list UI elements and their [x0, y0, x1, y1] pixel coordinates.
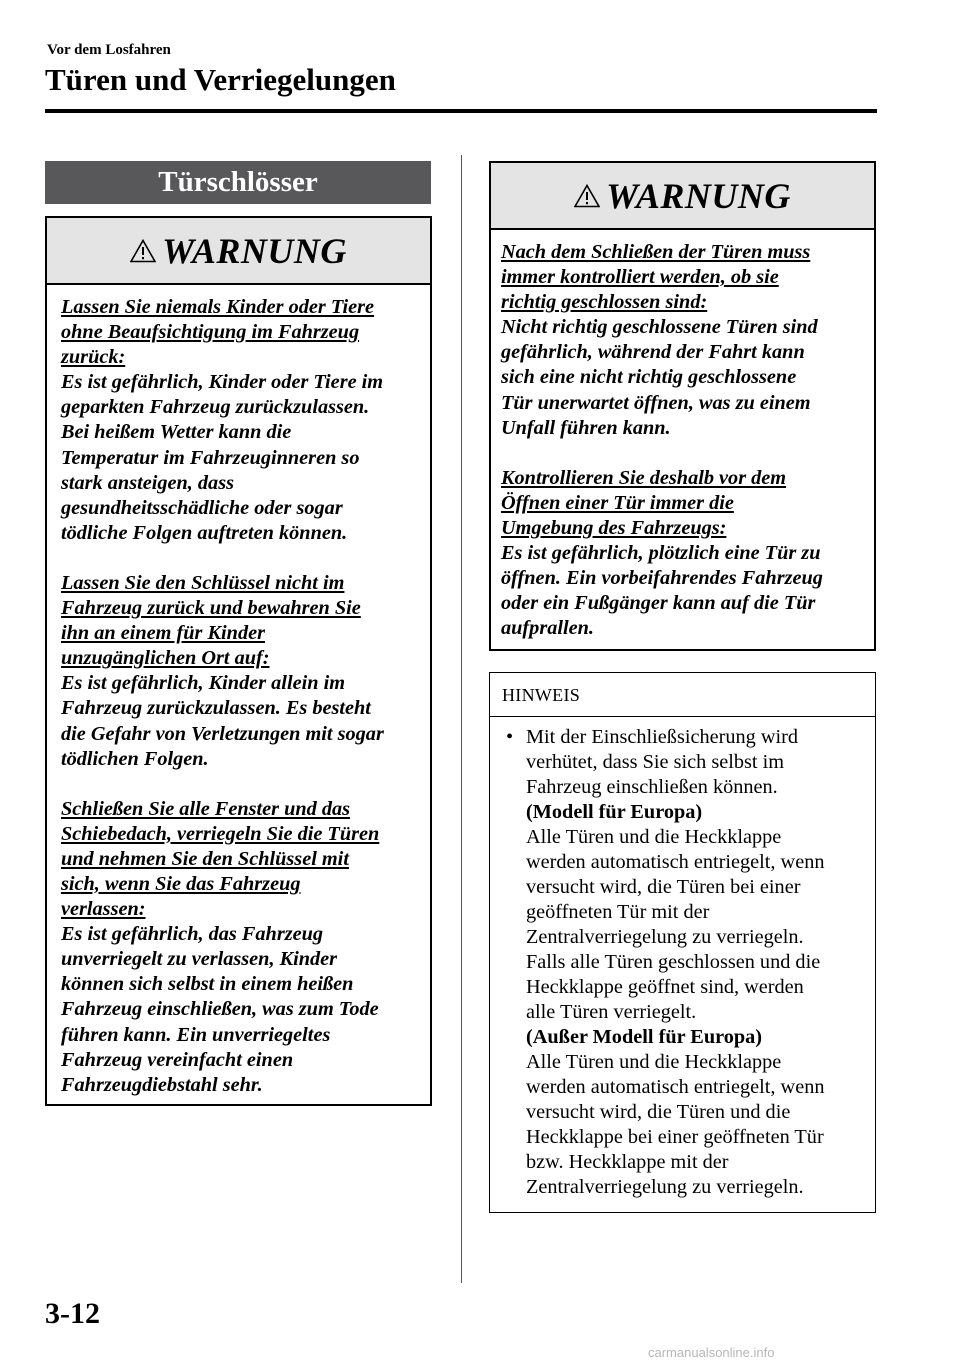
warning-headline: ihn an einem für Kinder [61, 622, 265, 645]
note-text-line: Zentralverriegelung zu verriegeln. [526, 926, 804, 948]
warning-headline: Lassen Sie den Schlüssel nicht im [61, 571, 345, 594]
note-model-label: (Außer Modell für Europa) [526, 1026, 763, 1048]
note-text-line: geöffneten Tür mit der [526, 901, 710, 923]
note-body [490, 717, 875, 1200]
section-label: Vor dem Losfahren [47, 42, 171, 58]
note-text-line: Heckklappe bei einer geöffneten Tür [526, 1126, 824, 1148]
warning-text-line: Fahrzeug zurückzulassen. Es besteht [61, 697, 371, 720]
warning-text-line: tödlichen Folgen. [61, 747, 209, 770]
warning-text-line: stark ansteigen, dass [61, 471, 234, 494]
warning-text-line: Tür unerwartet öffnen, was zu einem [501, 391, 811, 414]
page-number: 3-12 [45, 1297, 100, 1330]
warning-header [491, 163, 874, 230]
warning-text-line: unverriegelt zu verlassen, Kinder [61, 948, 338, 971]
warning-headline: Öffnen einer Tür immer die [501, 491, 734, 514]
note-text [526, 725, 824, 1200]
warning-headline: Schiebedach, verriegeln Sie die Türen [61, 822, 380, 845]
note-bullet-item [502, 725, 863, 1200]
warning-box-right [489, 161, 876, 651]
warning-text-line: können sich selbst in einem heißen [61, 973, 354, 996]
warning-headline: sich, wenn Sie das Fahrzeug [61, 872, 301, 895]
warning-headline: und nehmen Sie den Schlüssel mit [61, 847, 349, 870]
watermark: carmanualsonline.info [648, 1345, 775, 1360]
note-text-line: Fahrzeug einschließen können. [526, 776, 778, 798]
warning-text-line: gesundheitsschädliche oder sogar [61, 496, 343, 519]
warning-text-line: öffnen. Ein vorbeifahrendes Fahrzeug [501, 567, 823, 590]
warning-text-line: führen kann. Ein unverriegeltes [61, 1023, 331, 1046]
warning-text-line: Es ist gefährlich, Kinder allein im [61, 672, 345, 695]
paragraph-gap [61, 772, 418, 797]
warning-triangle-icon [130, 239, 156, 263]
column-divider [461, 155, 462, 1283]
note-title: HINWEIS [490, 673, 875, 717]
warning-text-line: Fahrzeugdiebstahl sehr. [61, 1073, 263, 1096]
note-text-line: alle Türen verriegelt. [526, 1001, 697, 1023]
warning-title: WARNUNG [606, 175, 791, 216]
warning-text-line: aufprallen. [501, 617, 594, 640]
section-heading: Türschlösser [45, 161, 431, 204]
warning-text-line: Temperatur im Fahrzeuginneren so [61, 446, 360, 469]
warning-header [47, 218, 430, 285]
note-text-line: Zentralverriegelung zu verriegeln. [526, 1176, 804, 1198]
warning-headline: richtig geschlossen sind: [501, 291, 708, 314]
note-box [489, 672, 876, 1213]
warning-body [491, 230, 874, 641]
warning-headline: zurück: [61, 346, 126, 369]
warning-text-line: geparkten Fahrzeug zurückzulassen. [61, 396, 370, 419]
note-text-line: versucht wird, die Türen bei einer [526, 876, 801, 898]
warning-headline: Lassen Sie niemals Kinder oder Tiere [61, 296, 375, 318]
warning-box-left [45, 216, 432, 1106]
warning-headline: verlassen: [61, 898, 146, 921]
warning-headline: Kontrollieren Sie deshalb vor dem [501, 466, 787, 489]
warning-text-line: Es ist gefährlich, Kinder oder Tiere im [61, 371, 384, 394]
warning-text-line: tödliche Folgen auftreten können. [61, 521, 348, 544]
note-text-line: werden automatisch entriegelt, wenn [526, 851, 825, 873]
bullet-icon: • [506, 726, 514, 748]
header-rule [45, 109, 877, 113]
note-text-line: Mit der Einschließsicherung wird [526, 726, 799, 748]
warning-text-line: Es ist gefährlich, plötzlich eine Tür zu [501, 542, 821, 565]
warning-headline: Schließen Sie alle Fenster und das [61, 797, 351, 820]
warning-text-line: Fahrzeug vereinfacht einen [61, 1048, 294, 1071]
warning-text-line: Fahrzeug einschließen, was zum Tode [61, 998, 379, 1021]
warning-headline: unzugänglichen Ort auf: [61, 647, 270, 670]
warning-text-line: gefährlich, während der Fahrt kann [501, 341, 805, 364]
chapter-title: Türen und Verriegelungen [45, 62, 396, 97]
warning-text-line: Nicht richtig geschlossene Türen sind [501, 316, 818, 339]
note-text-line: Falls alle Türen geschlossen und die [526, 951, 821, 973]
warning-body [47, 285, 430, 1098]
warning-text-line: oder ein Fußgänger kann auf die Tür [501, 592, 816, 615]
note-text-line: Heckklappe geöffnet sind, werden [526, 976, 804, 998]
warning-headline: ohne Beaufsichtigung im Fahrzeug [61, 321, 360, 344]
warning-text-line: Unfall führen kann. [501, 416, 671, 439]
note-text-line: Alle Türen und die Heckklappe [526, 826, 782, 848]
paragraph-gap [61, 546, 418, 571]
warning-headline: Nach dem Schließen der Türen muss [501, 241, 811, 263]
warning-text-line: sich eine nicht richtig geschlossene [501, 366, 797, 389]
note-text-line: werden automatisch entriegelt, wenn [526, 1076, 825, 1098]
warning-triangle-icon [574, 184, 600, 208]
note-text-line: bzw. Heckklappe mit der [526, 1151, 729, 1173]
warning-headline: Fahrzeug zurück und bewahren Sie [61, 597, 361, 620]
warning-text-line: die Gefahr von Verletzungen mit sogar [61, 722, 384, 745]
warning-headline: immer kontrolliert werden, ob sie [501, 266, 779, 289]
paragraph-gap [501, 441, 862, 466]
note-text-line: verhütet, dass Sie sich selbst im [526, 751, 784, 773]
note-text-line: versucht wird, die Türen und die [526, 1101, 791, 1123]
warning-text-line: Bei heißem Wetter kann die [61, 421, 292, 444]
note-text-line: Alle Türen und die Heckklappe [526, 1051, 782, 1073]
note-model-label: (Modell für Europa) [526, 801, 703, 823]
warning-title: WARNUNG [162, 230, 347, 271]
warning-text-line: Es ist gefährlich, das Fahrzeug [61, 923, 324, 946]
warning-headline: Umgebung des Fahrzeugs: [501, 516, 727, 539]
